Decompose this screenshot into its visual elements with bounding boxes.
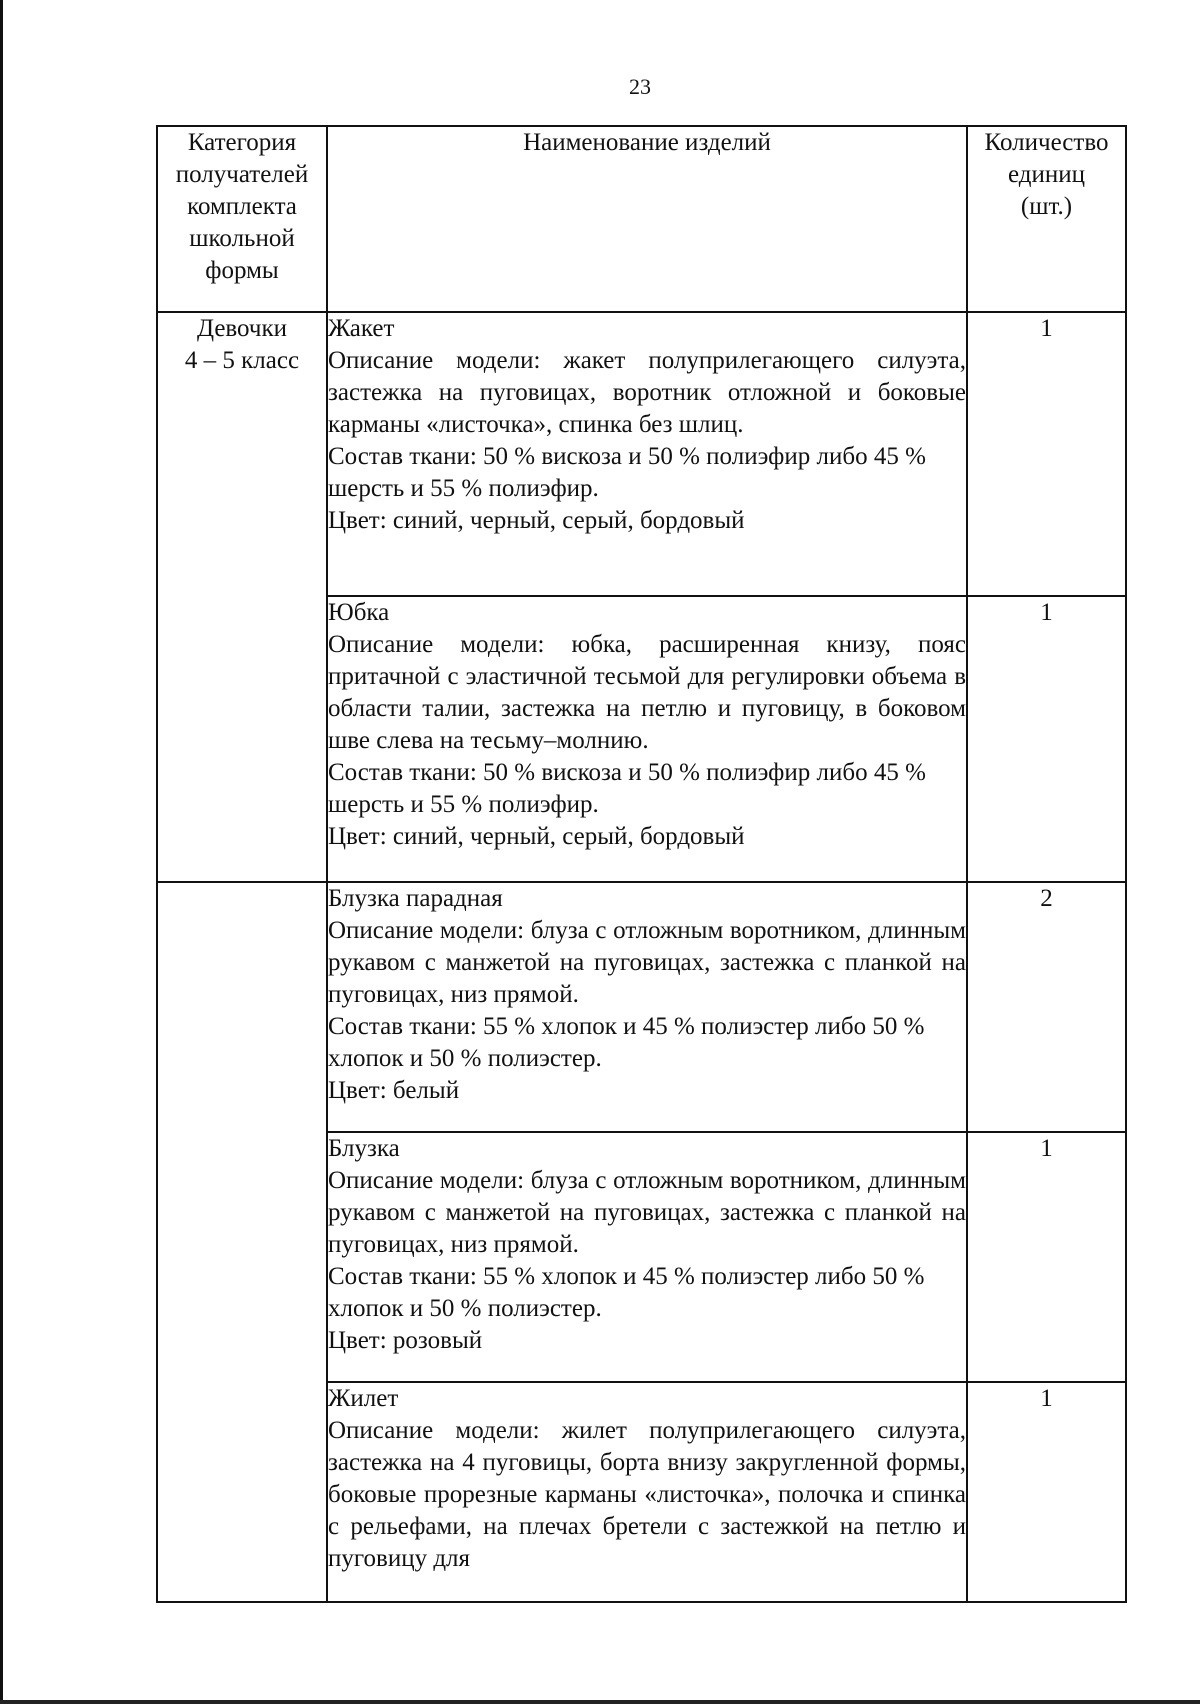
category-cell-empty xyxy=(157,882,327,1132)
item-title: Блузка xyxy=(328,1135,400,1162)
item-fabric: Состав ткани: 50 % вискоза и 50 % полиэфир либо 45 % шерсть и 55 % полиэфир. xyxy=(328,759,926,818)
item-description: Описание модели: жилет полуприлегающего силуэта, застежка на 4 пуговицы, борта внизу закругленной формы, боковые прорезные карманы «листочка», полочка и спинка с рельефами, на плечах бретели с застежкой на петлю и пуговицу для xyxy=(328,1417,966,1572)
item-description: Описание модели: юбка, расширенная книзу, пояс притачной с эластичной тесьмой для регулировки объема в области талии, застежка на петлю и пуговицу, в боковом шве слева на тесьму–молнию. xyxy=(328,631,966,754)
item-quantity: 1 xyxy=(967,312,1126,596)
header-category-line: Категория xyxy=(187,129,297,156)
item-title: Жакет xyxy=(328,315,395,342)
table-row xyxy=(157,312,1126,596)
header-quantity xyxy=(967,126,1126,312)
header-category-line: школьной xyxy=(189,225,295,252)
item-fabric: Состав ткани: 50 % вискоза и 50 % полиэфир либо 45 % шерсть и 55 % полиэфир. xyxy=(328,443,926,502)
scan-edge-bottom xyxy=(0,1700,1200,1704)
table-row xyxy=(157,882,1126,1132)
category-cell-empty xyxy=(157,1382,327,1602)
page-number: 23 xyxy=(629,74,651,99)
header-category xyxy=(157,126,327,312)
item-title: Жилет xyxy=(328,1385,399,1412)
item-description: Описание модели: блуза с отложным воротником, длинным рукавом с манжетой на пуговицах, застежка с планкой на пуговицах, низ прямой. xyxy=(328,1167,966,1258)
header-item-name: Наименование изделий xyxy=(327,126,967,312)
item-cell xyxy=(327,1132,967,1382)
scan-edge-left xyxy=(0,0,3,1704)
item-quantity: 2 xyxy=(967,882,1126,1132)
item-title: Блузка парадная xyxy=(328,885,503,912)
item-cell xyxy=(327,596,967,882)
item-quantity: 1 xyxy=(967,1382,1126,1602)
category-cell-girls xyxy=(157,312,327,882)
item-description: Описание модели: блуза с отложным воротником, длинным рукавом с манжетой на пуговицах, застежка с планкой на пуговицах, низ прямой. xyxy=(328,917,966,1008)
item-color: Цвет: синий, черный, серый, бордовый xyxy=(328,507,745,534)
item-cell xyxy=(327,882,967,1132)
table-header-row xyxy=(157,126,1126,312)
category-cell-empty xyxy=(157,1132,327,1382)
item-cell xyxy=(327,1382,967,1602)
header-category-line: получателей xyxy=(175,161,309,188)
item-color: Цвет: синий, черный, серый, бордовый xyxy=(328,823,745,850)
item-quantity: 1 xyxy=(967,1132,1126,1382)
header-quantity-line: Количество xyxy=(984,129,1109,156)
uniform-spec-table xyxy=(156,125,1127,1603)
item-description: Описание модели: жакет полуприлегающего силуэта, застежка на пуговицах, воротник отложной и боковые карманы «листочка», спинка без шлиц. xyxy=(328,347,966,438)
item-cell xyxy=(327,312,967,596)
table-row xyxy=(157,1132,1126,1382)
table-row xyxy=(157,1382,1126,1602)
item-color: Цвет: белый xyxy=(328,1077,460,1104)
header-quantity-line: (шт.) xyxy=(1020,193,1073,220)
item-quantity: 1 xyxy=(967,596,1126,882)
item-fabric: Состав ткани: 55 % хлопок и 45 % полиэстер либо 50 % хлопок и 50 % полиэстер. xyxy=(328,1263,925,1322)
header-category-line: комплекта xyxy=(187,193,297,220)
header-category-line: формы xyxy=(205,257,279,284)
item-color: Цвет: розовый xyxy=(328,1327,483,1354)
item-fabric: Состав ткани: 55 % хлопок и 45 % полиэстер либо 50 % хлопок и 50 % полиэстер. xyxy=(328,1013,925,1072)
header-quantity-line: единиц xyxy=(1007,161,1085,188)
item-title: Юбка xyxy=(328,599,390,626)
category-grade: 4 – 5 класс xyxy=(184,347,300,374)
category-label: Девочки xyxy=(196,315,288,342)
